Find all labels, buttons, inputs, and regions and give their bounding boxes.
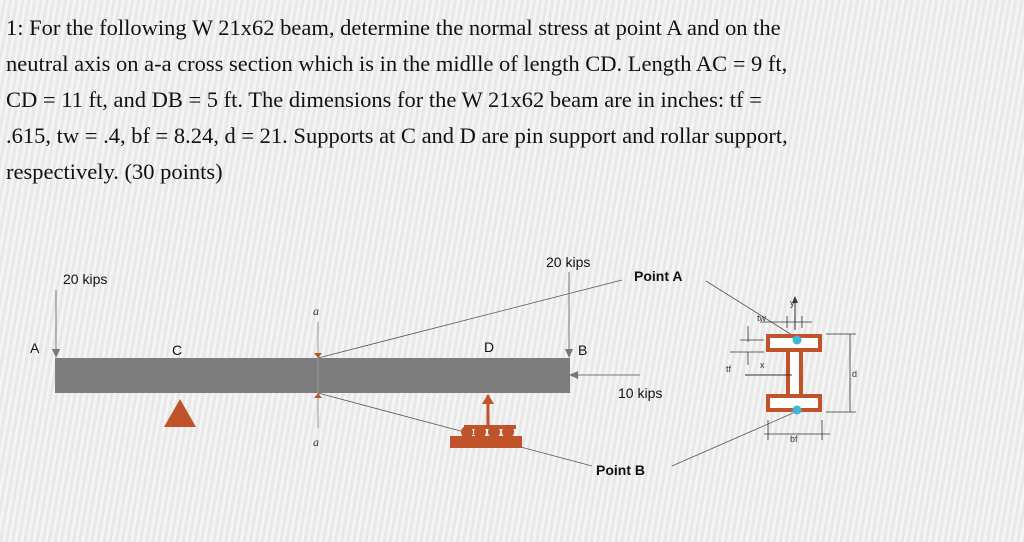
load-right-label: 20 kips <box>546 254 591 270</box>
beam <box>55 358 570 393</box>
section-label-top: a <box>313 304 319 318</box>
section-label-bottom: a <box>313 435 319 449</box>
load-right-arrowhead <box>565 349 573 358</box>
label-point-d: D <box>484 339 495 355</box>
load-axial-arrowhead <box>569 371 578 379</box>
marker-point-a <box>793 336 802 345</box>
roller-support-d <box>450 394 522 448</box>
leader-point-b-to-flange <box>672 410 800 466</box>
point-b-label: Point B <box>596 462 645 478</box>
leader-point-b-to-section <box>318 393 592 466</box>
marker-point-b <box>793 406 802 415</box>
problem-line-4: .615, tw = .4, bf = 8.24, d = 21. Supports at C and D are pin support and rollar support, <box>6 123 788 148</box>
leader-point-a-to-flange <box>706 281 800 340</box>
problem-line-1: 1: For the following W 21x62 beam, determine the normal stress at point A and on the <box>6 15 781 40</box>
pin-support-c <box>164 399 196 427</box>
problem-line-3: CD = 11 ft, and DB = 5 ft. The dimensions for the W 21x62 beam are in inches: tf = <box>6 87 762 112</box>
label-point-a-end: A <box>30 340 40 356</box>
bf-label: bf <box>790 434 798 444</box>
problem-line-2: neutral axis on a-a cross section which is in the midlle of length CD. Length AC = 9 ft, <box>6 51 788 76</box>
label-point-b-end: B <box>578 342 588 358</box>
leader-point-a-to-section <box>318 280 622 358</box>
label-point-c: C <box>172 342 183 358</box>
web <box>788 350 801 396</box>
point-a-label: Point A <box>634 268 683 284</box>
cross-section <box>726 296 857 444</box>
tf-label: tf <box>726 364 732 374</box>
load-axial-label: 10 kips <box>618 385 663 401</box>
load-left-arrowhead <box>52 349 60 358</box>
y-axis-label: y <box>790 298 795 308</box>
x-axis-label: x <box>760 360 765 370</box>
problem-line-5: respectively. (30 points) <box>6 159 223 184</box>
d-label: d <box>852 369 858 379</box>
load-left-label: 20 kips <box>63 271 108 287</box>
tw-label: tw <box>757 313 766 323</box>
